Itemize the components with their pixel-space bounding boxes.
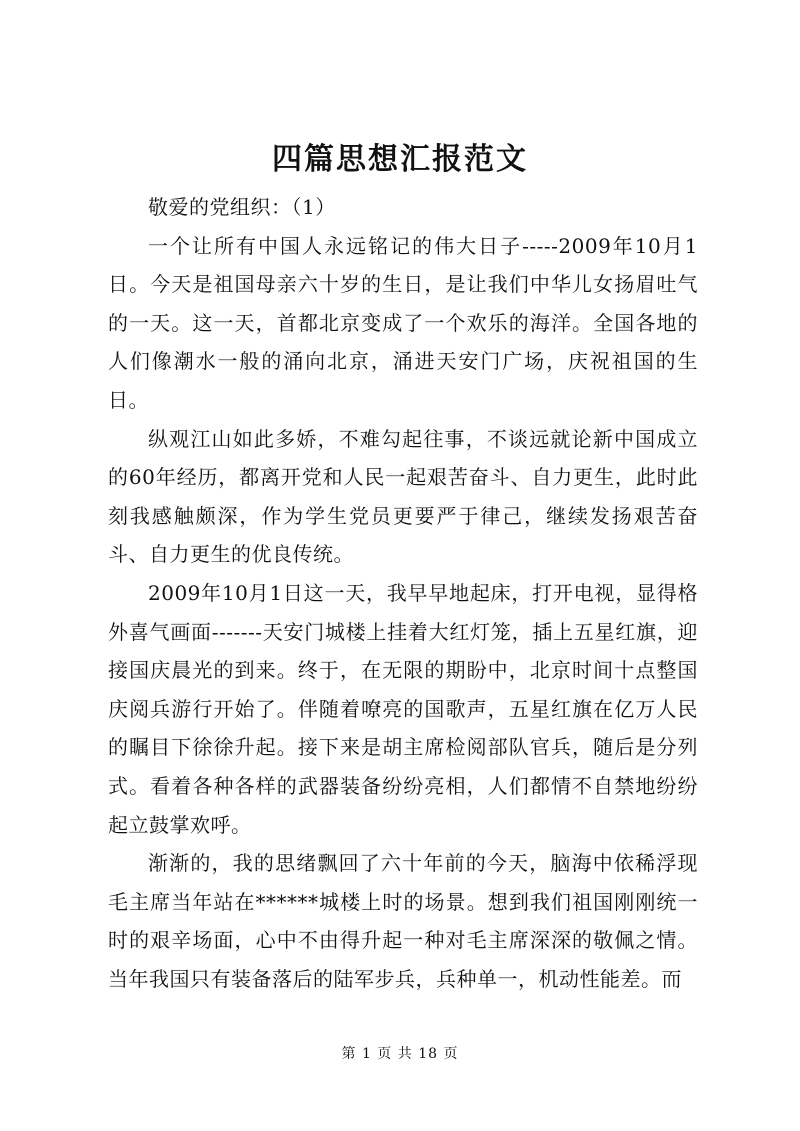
document-body bbox=[108, 188, 698, 998]
document-title: 四篇思想汇报范文 bbox=[272, 142, 528, 177]
paragraph-4: 渐渐的，我的思绪飘回了六十年前的今天，脑海中依稀浮现毛主席当年站在******城楼上时的场景。想到我们祖国刚刚统一时的艰辛场面，心中不由得升起一种对毛主席深深的敬佩之情。当年我国只有装备落后的陆军步兵，兵种单一，机动性能差。而 bbox=[108, 851, 698, 991]
salutation: 敬爱的党组织：（1） bbox=[148, 195, 336, 219]
paragraph-3: 2009年10月1日这一天，我早早地起床，打开电视，显得格外喜气画面-------天安门城楼上挂着大红灯笼，插上五星红旗，迎接国庆晨光的到来。终于，在无限的期盼中，北京时间十点整国庆阅兵游行开始了。伴随着嘹亮的国歌声，五星红旗在亿万人民的瞩目下徐徐升起。接下来是胡主席检阅部队官兵，随后是分列式。看着各种各样的武器装备纷纷亮相，人们都情不自禁地纷纷起立鼓掌欢呼。 bbox=[108, 580, 698, 837]
paragraph-2: 纵观江山如此多娇，不难勾起往事，不谈远就论新中国成立的60年经历，都离开党和人民一起艰苦奋斗、自力更生，此时此刻我感触颇深，作为学生党员更要严于律己，继续发扬艰苦奋斗、自力更生的优良传统。 bbox=[108, 426, 698, 567]
paragraph-1: 一个让所有中国人永远铭记的伟大日子-----2009年10月1日。今天是祖国母亲六十岁的生日，是让我们中华儿女扬眉吐气的一天。这一天，首都北京变成了一个欢乐的海洋。全国各地的人们像潮水一般的涌向北京，涌进天安门广场，庆祝祖国的生日。 bbox=[108, 233, 698, 412]
page-footer: 第 1 页 共 18 页 bbox=[341, 1046, 459, 1062]
